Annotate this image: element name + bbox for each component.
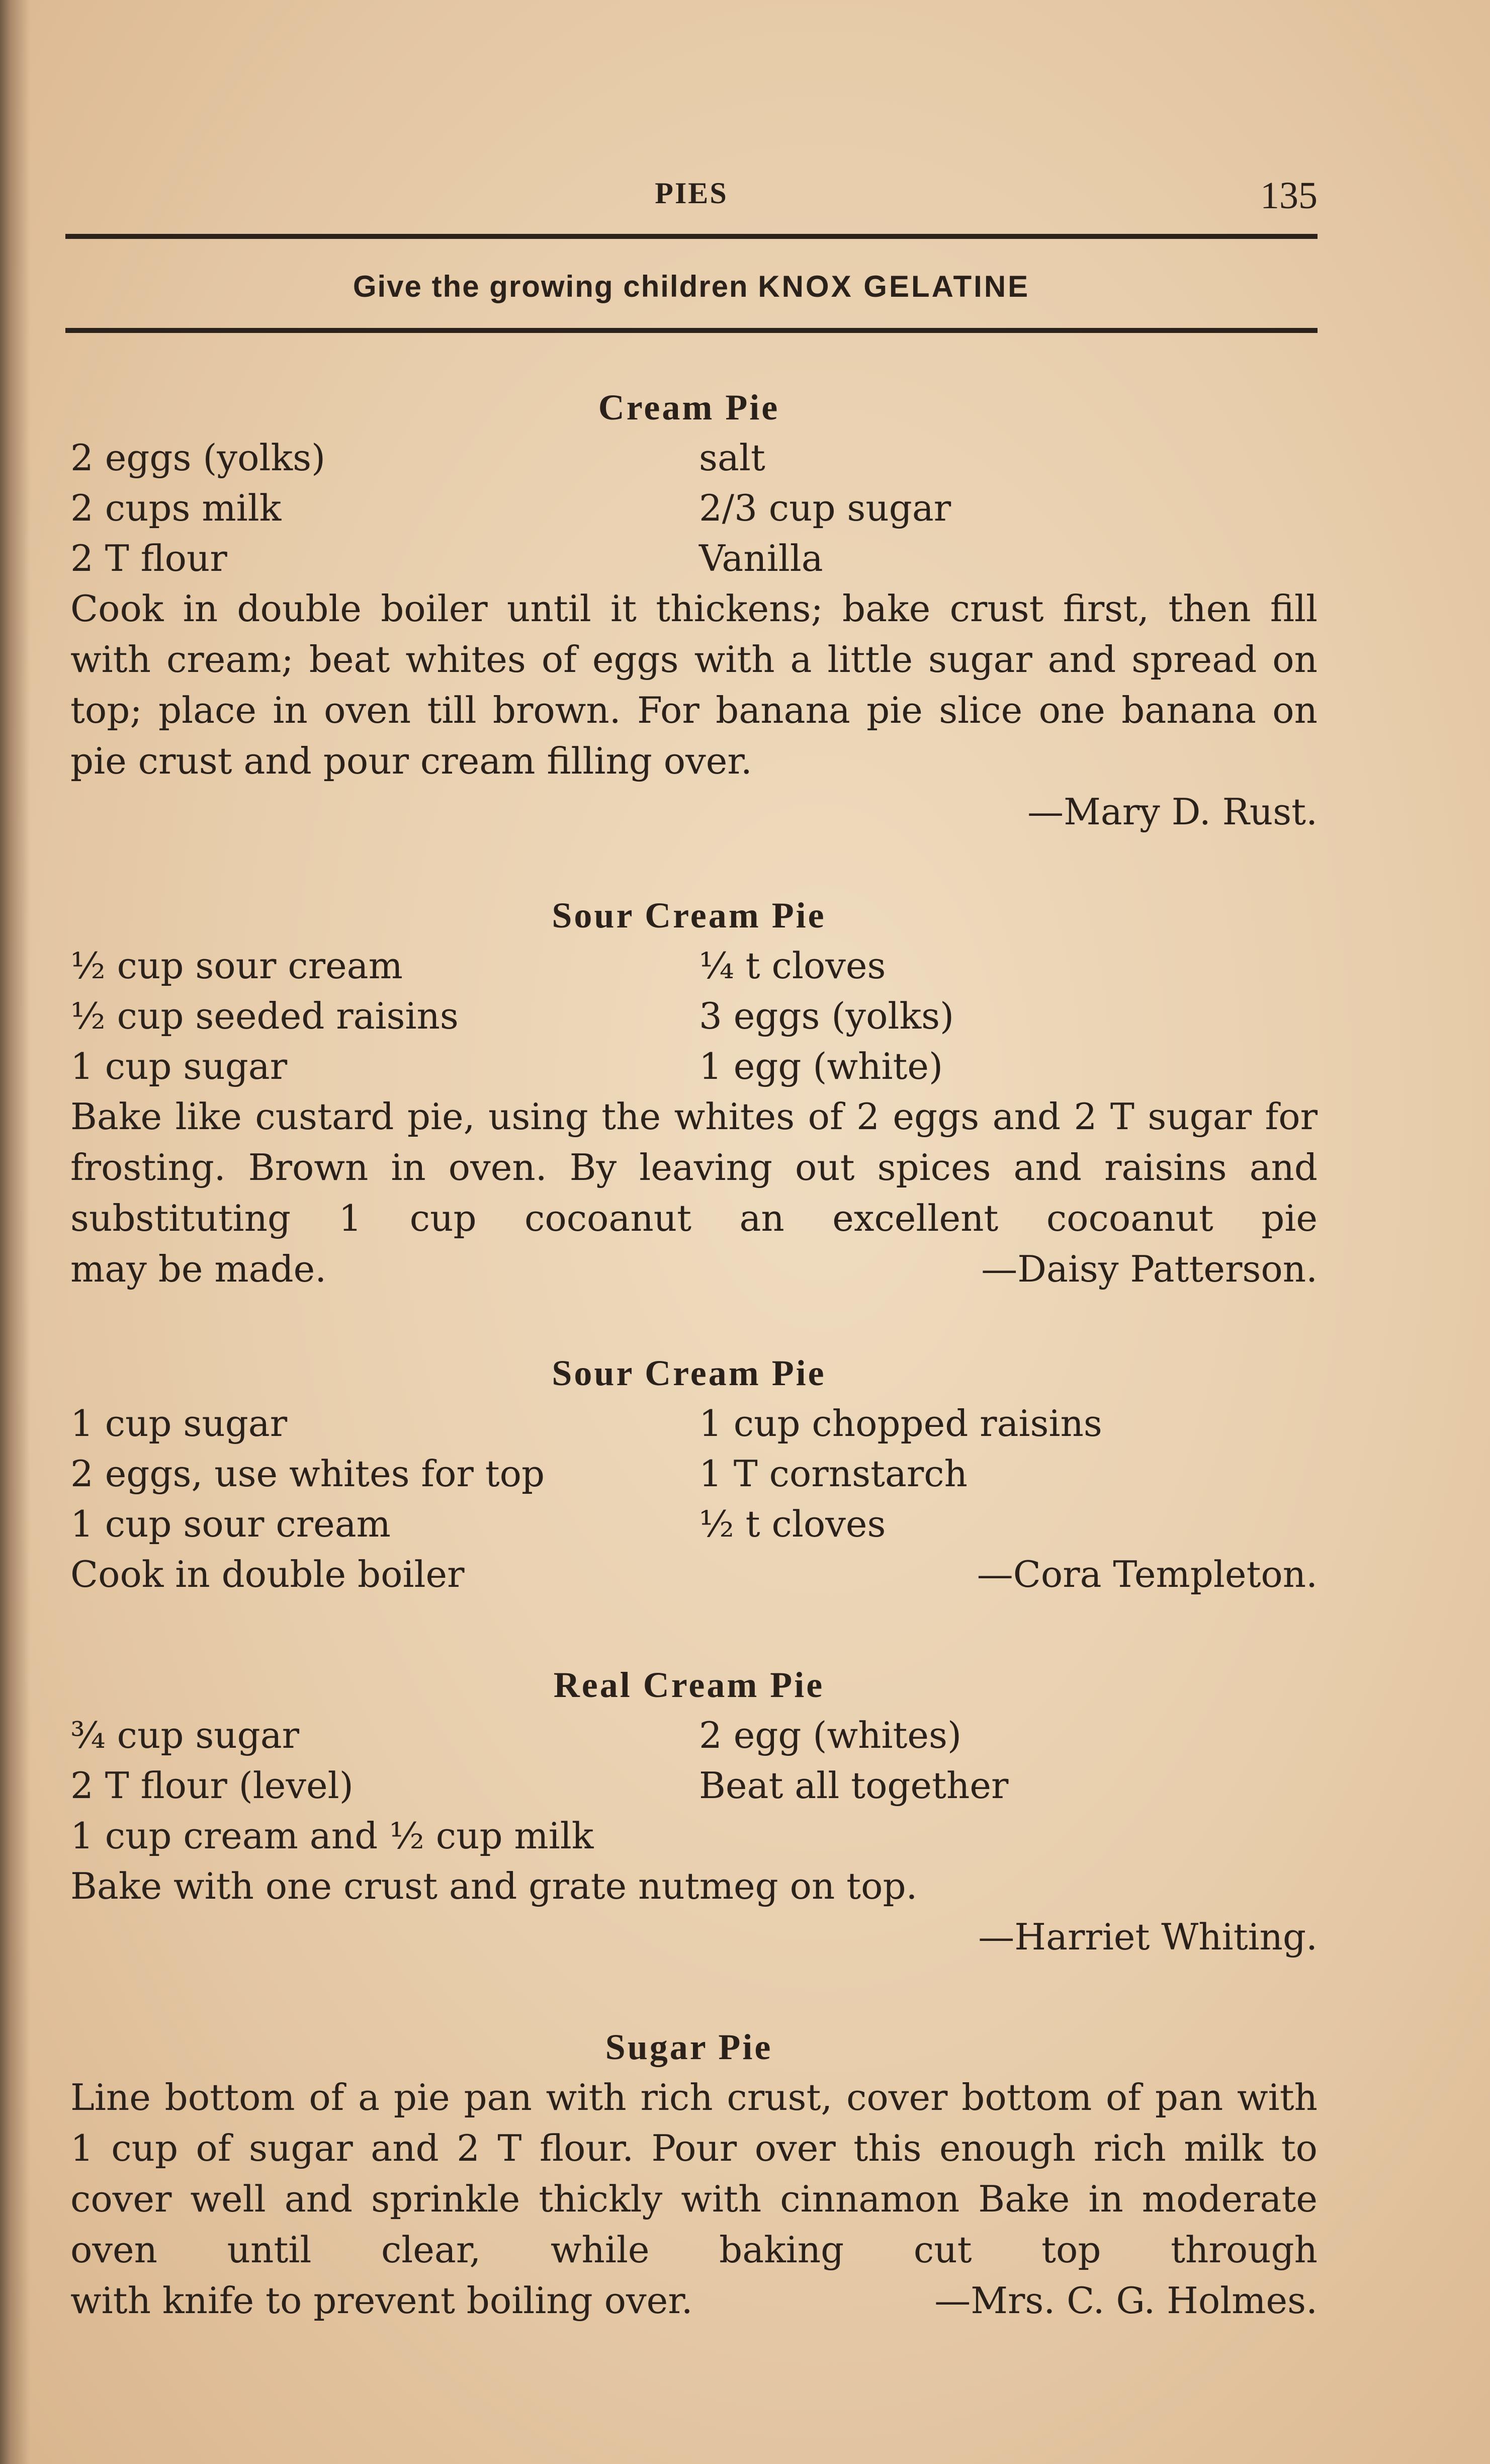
ingredient: 2 eggs (yolks) — [70, 437, 326, 479]
ingredient: 2 egg (whites) — [699, 1714, 962, 1756]
recipe-final-line — [60, 2275, 1318, 2326]
recipe-sour-cream-pie-1 — [60, 890, 1318, 1295]
ingredient-row — [60, 941, 1318, 991]
ingredient: 2 cups milk — [70, 487, 282, 529]
recipe-directions: Bake like custard pie, using the whites of 2 eggs and 2 T sugar for frosting. Brown in oven. By leaving out spices and raisins and substituting 1 cup cocoanut an excellent cocoanut pie — [70, 1095, 1318, 1239]
ingredient-row — [60, 483, 1318, 533]
ingredient: 1 cup sugar — [70, 1402, 288, 1445]
ingredient: ¾ cup sugar — [70, 1714, 300, 1756]
recipe-cream-pie — [60, 382, 1318, 837]
recipe-final-line — [60, 1244, 1318, 1295]
ingredient: 1 cup cream and ½ cup milk — [70, 1815, 594, 1857]
ingredient: salt — [699, 437, 765, 479]
ingredient: 1 T cornstarch — [699, 1453, 968, 1495]
recipe-directions-end: with knife to prevent boiling over. — [70, 2279, 693, 2322]
recipe-title: Sour Cream Pie — [552, 1353, 826, 1393]
book-spine-shadow — [0, 0, 30, 2464]
ingredient-row — [60, 1760, 1318, 1811]
header-rule-top — [65, 234, 1318, 239]
ingredient: 1 egg (white) — [699, 1045, 943, 1087]
ingredient-row — [60, 1041, 1318, 1091]
ingredient: 1 cup sour cream — [70, 1503, 391, 1545]
ingredient-row — [60, 991, 1318, 1041]
recipe-title: Sour Cream Pie — [552, 895, 826, 936]
recipe-author: —Mary D. Rust. — [1027, 791, 1318, 833]
recipe-sour-cream-pie-2 — [60, 1348, 1318, 1600]
ingredient: ½ t cloves — [699, 1503, 886, 1545]
page-number: 135 — [1260, 175, 1318, 217]
page-header — [65, 176, 1318, 221]
ingredient-row — [60, 1398, 1318, 1449]
ingredient: 2/3 cup sugar — [699, 487, 951, 529]
ingredient-row — [60, 533, 1318, 583]
recipe-author: —Daisy Patterson. — [981, 1248, 1318, 1290]
ingredient-row — [60, 433, 1318, 483]
running-head: PIES — [655, 177, 728, 210]
recipe-directions: Line bottom of a pie pan with rich crust, cover bottom of pan with 1 cup of sugar and 2 T flour. Pour over this enough rich milk to cover well and sprinkle thickly with cinnamon Bake in moderate oven until clear, while baking cut top through — [70, 2076, 1318, 2271]
recipe-directions-end: Cook in double boiler — [70, 1553, 465, 1595]
recipe-directions: Bake with one crust and grate nutmeg on top. — [70, 1865, 918, 1907]
ingredient: Vanilla — [699, 537, 823, 579]
recipe-final-line — [60, 1549, 1318, 1600]
ingredient-row — [60, 1499, 1318, 1549]
recipe-directions: Cook in double boiler until it thickens; bake crust first, then fill with cream; beat whites of eggs with a little sugar and spread on top; place in oven till brown. For banana pie slice one banana on pie crust and pour cream filling over. — [70, 587, 1318, 782]
ingredient-row — [60, 1811, 1318, 1861]
ingredient: ¼ t cloves — [699, 945, 886, 987]
recipe-directions-end: may be made. — [70, 1248, 327, 1290]
ingredient: 2 T flour (level) — [70, 1764, 354, 1807]
recipe-author: —Harriet Whiting. — [978, 1916, 1318, 1958]
ingredient: 2 eggs, use whites for top — [70, 1453, 545, 1495]
ingredient-row — [60, 1449, 1318, 1499]
ingredient: 3 eggs (yolks) — [699, 995, 954, 1037]
ingredient: ½ cup sour cream — [70, 945, 403, 987]
ad-line-brand: KNOX GELATINE — [758, 270, 1030, 303]
recipe-real-cream-pie — [60, 1660, 1318, 1962]
header-rule-bottom — [65, 328, 1318, 333]
recipe-title: Real Cream Pie — [553, 1665, 825, 1705]
recipe-author: —Mrs. C. G. Holmes. — [934, 2279, 1318, 2322]
ingredient: Beat all together — [699, 1764, 1009, 1807]
recipe-title: Cream Pie — [598, 387, 780, 428]
ingredient: 1 cup sugar — [70, 1045, 288, 1087]
ad-line-prefix: Give the growing children — [353, 270, 749, 303]
recipe-sugar-pie — [60, 2022, 1318, 2326]
ingredient: ½ cup seeded raisins — [70, 995, 459, 1037]
ingredient: 2 T flour — [70, 537, 227, 579]
ingredient: 1 cup chopped raisins — [699, 1402, 1102, 1445]
recipe-title: Sugar Pie — [605, 2027, 773, 2067]
ingredient-row — [60, 1710, 1318, 1760]
advertisement-line — [65, 269, 1318, 304]
recipe-author: —Cora Templeton. — [977, 1553, 1318, 1595]
